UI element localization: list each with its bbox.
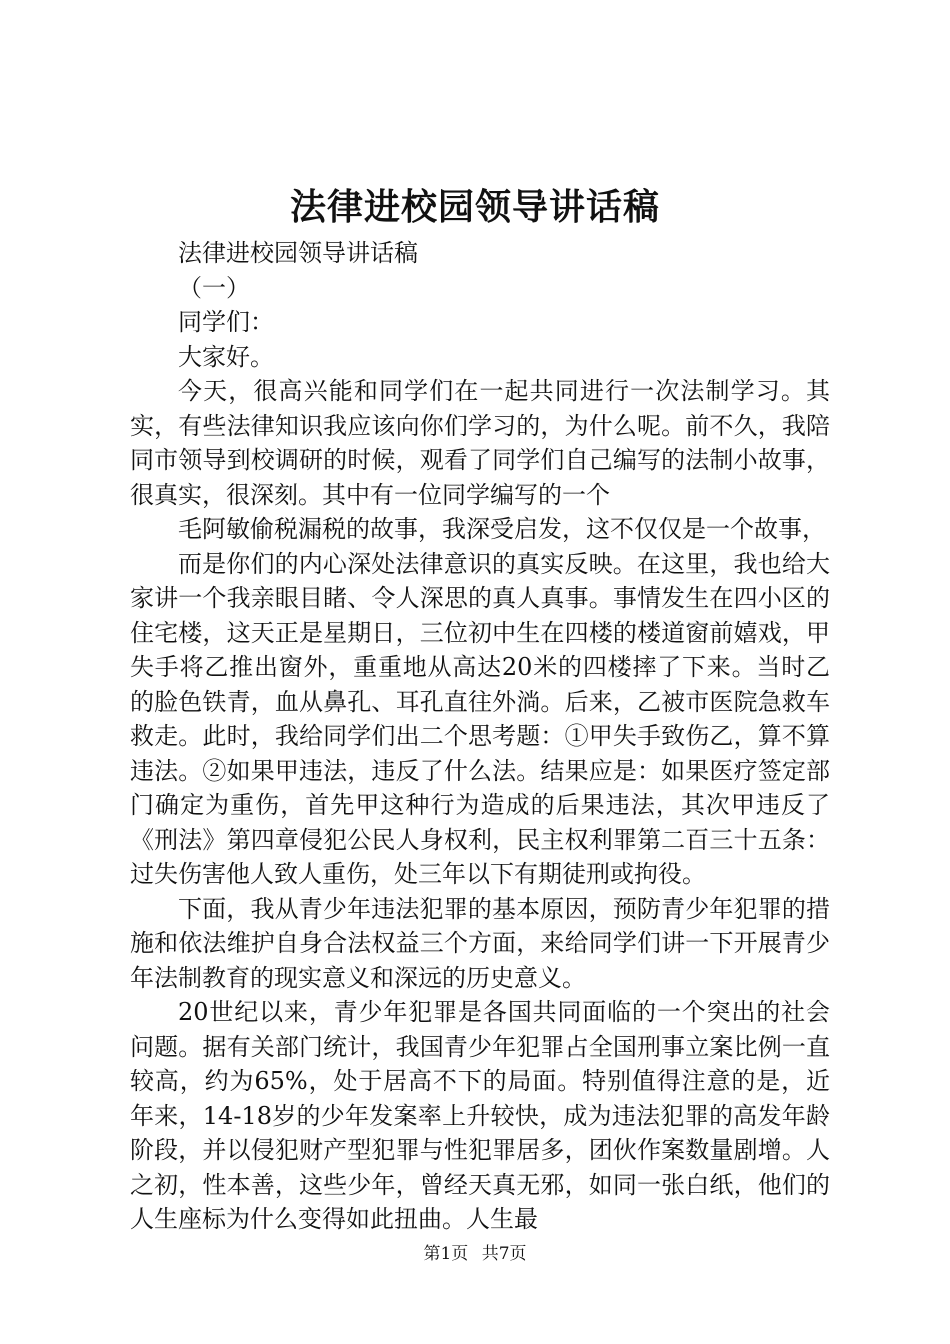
paragraph: 毛阿敏偷税漏税的故事，我深受启发，这不仅仅是一个故事，: [178, 515, 826, 543]
page-footer: [0, 1243, 950, 1265]
paragraph: 而是你们的内心深处法律意识的真实反映。在这里，我也给大家讲一个我亲眼目睹、令人深思的真人真事。事情发生在四小区的住宅楼，这天正是星期日，三位初中生在四楼的楼道窗前嬉戏，甲失手将乙推出窗外，重重地从高达20米的四楼摔了下来。当时乙的脸色铁青，血从鼻孔、耳孔直往外淌。后来，乙被市医院急救车救走。此时，我给同学们出二个思考题：①甲失手致伤乙，算不算违法。②如果甲违法，违反了什么法。结果应是：如果医疗签定部门确定为重伤，首先甲这种行为造成的后果违法，其次甲违反了《刑法》第四章侵犯公民人身权利，民主权利罪第二百三十五条：过失伤害他人致人重伤，处三年以下有期徒刑或拘役。: [130, 549, 830, 888]
paragraph: 20世纪以来，青少年犯罪是各国共同面临的一个突出的社会问题。据有关部门统计，我国青少年犯罪占全国刑事立案比例一直较高，约为65%，处于居高不下的局面。特别值得注意的是，近年来，14-18岁的少年发案率上升较快，成为违法犯罪的高发年龄阶段，并以侵犯财产型犯罪与性犯罪居多，团伙作案数量剧增。人之初，性本善，这些少年，曾经天真无邪，如同一张白纸，他们的人生座标为什么变得如此扭曲。人生最: [130, 998, 830, 1233]
page-total: 共7页: [481, 1244, 527, 1264]
paragraph: （一）: [178, 273, 250, 302]
paragraph: 下面，我从青少年违法犯罪的基本原因，预防青少年犯罪的措施和依法维护自身合法权益三个方面，来给同学们讲一下开展青少年法制教育的现实意义和深远的历史意义。: [130, 894, 830, 992]
paragraph: 法律进校园领导讲话稿: [178, 239, 418, 267]
document-title: 法律进校园领导讲话稿: [289, 187, 660, 228]
paragraph: 大家好。: [178, 342, 274, 371]
paragraph: 同学们：: [178, 308, 274, 336]
document-body: [130, 236, 830, 1237]
page-number: 第1页: [423, 1244, 469, 1264]
paragraph: 今天，很高兴能和同学们在一起共同进行一次法制学习。其实，有些法律知识我应该向你们学习的，为什么呢。前不久，我陪同市领导到校调研的时候，观看了同学们自己编写的法制小故事，很真实，很深刻。其中有一位同学编写的一个: [130, 377, 830, 509]
